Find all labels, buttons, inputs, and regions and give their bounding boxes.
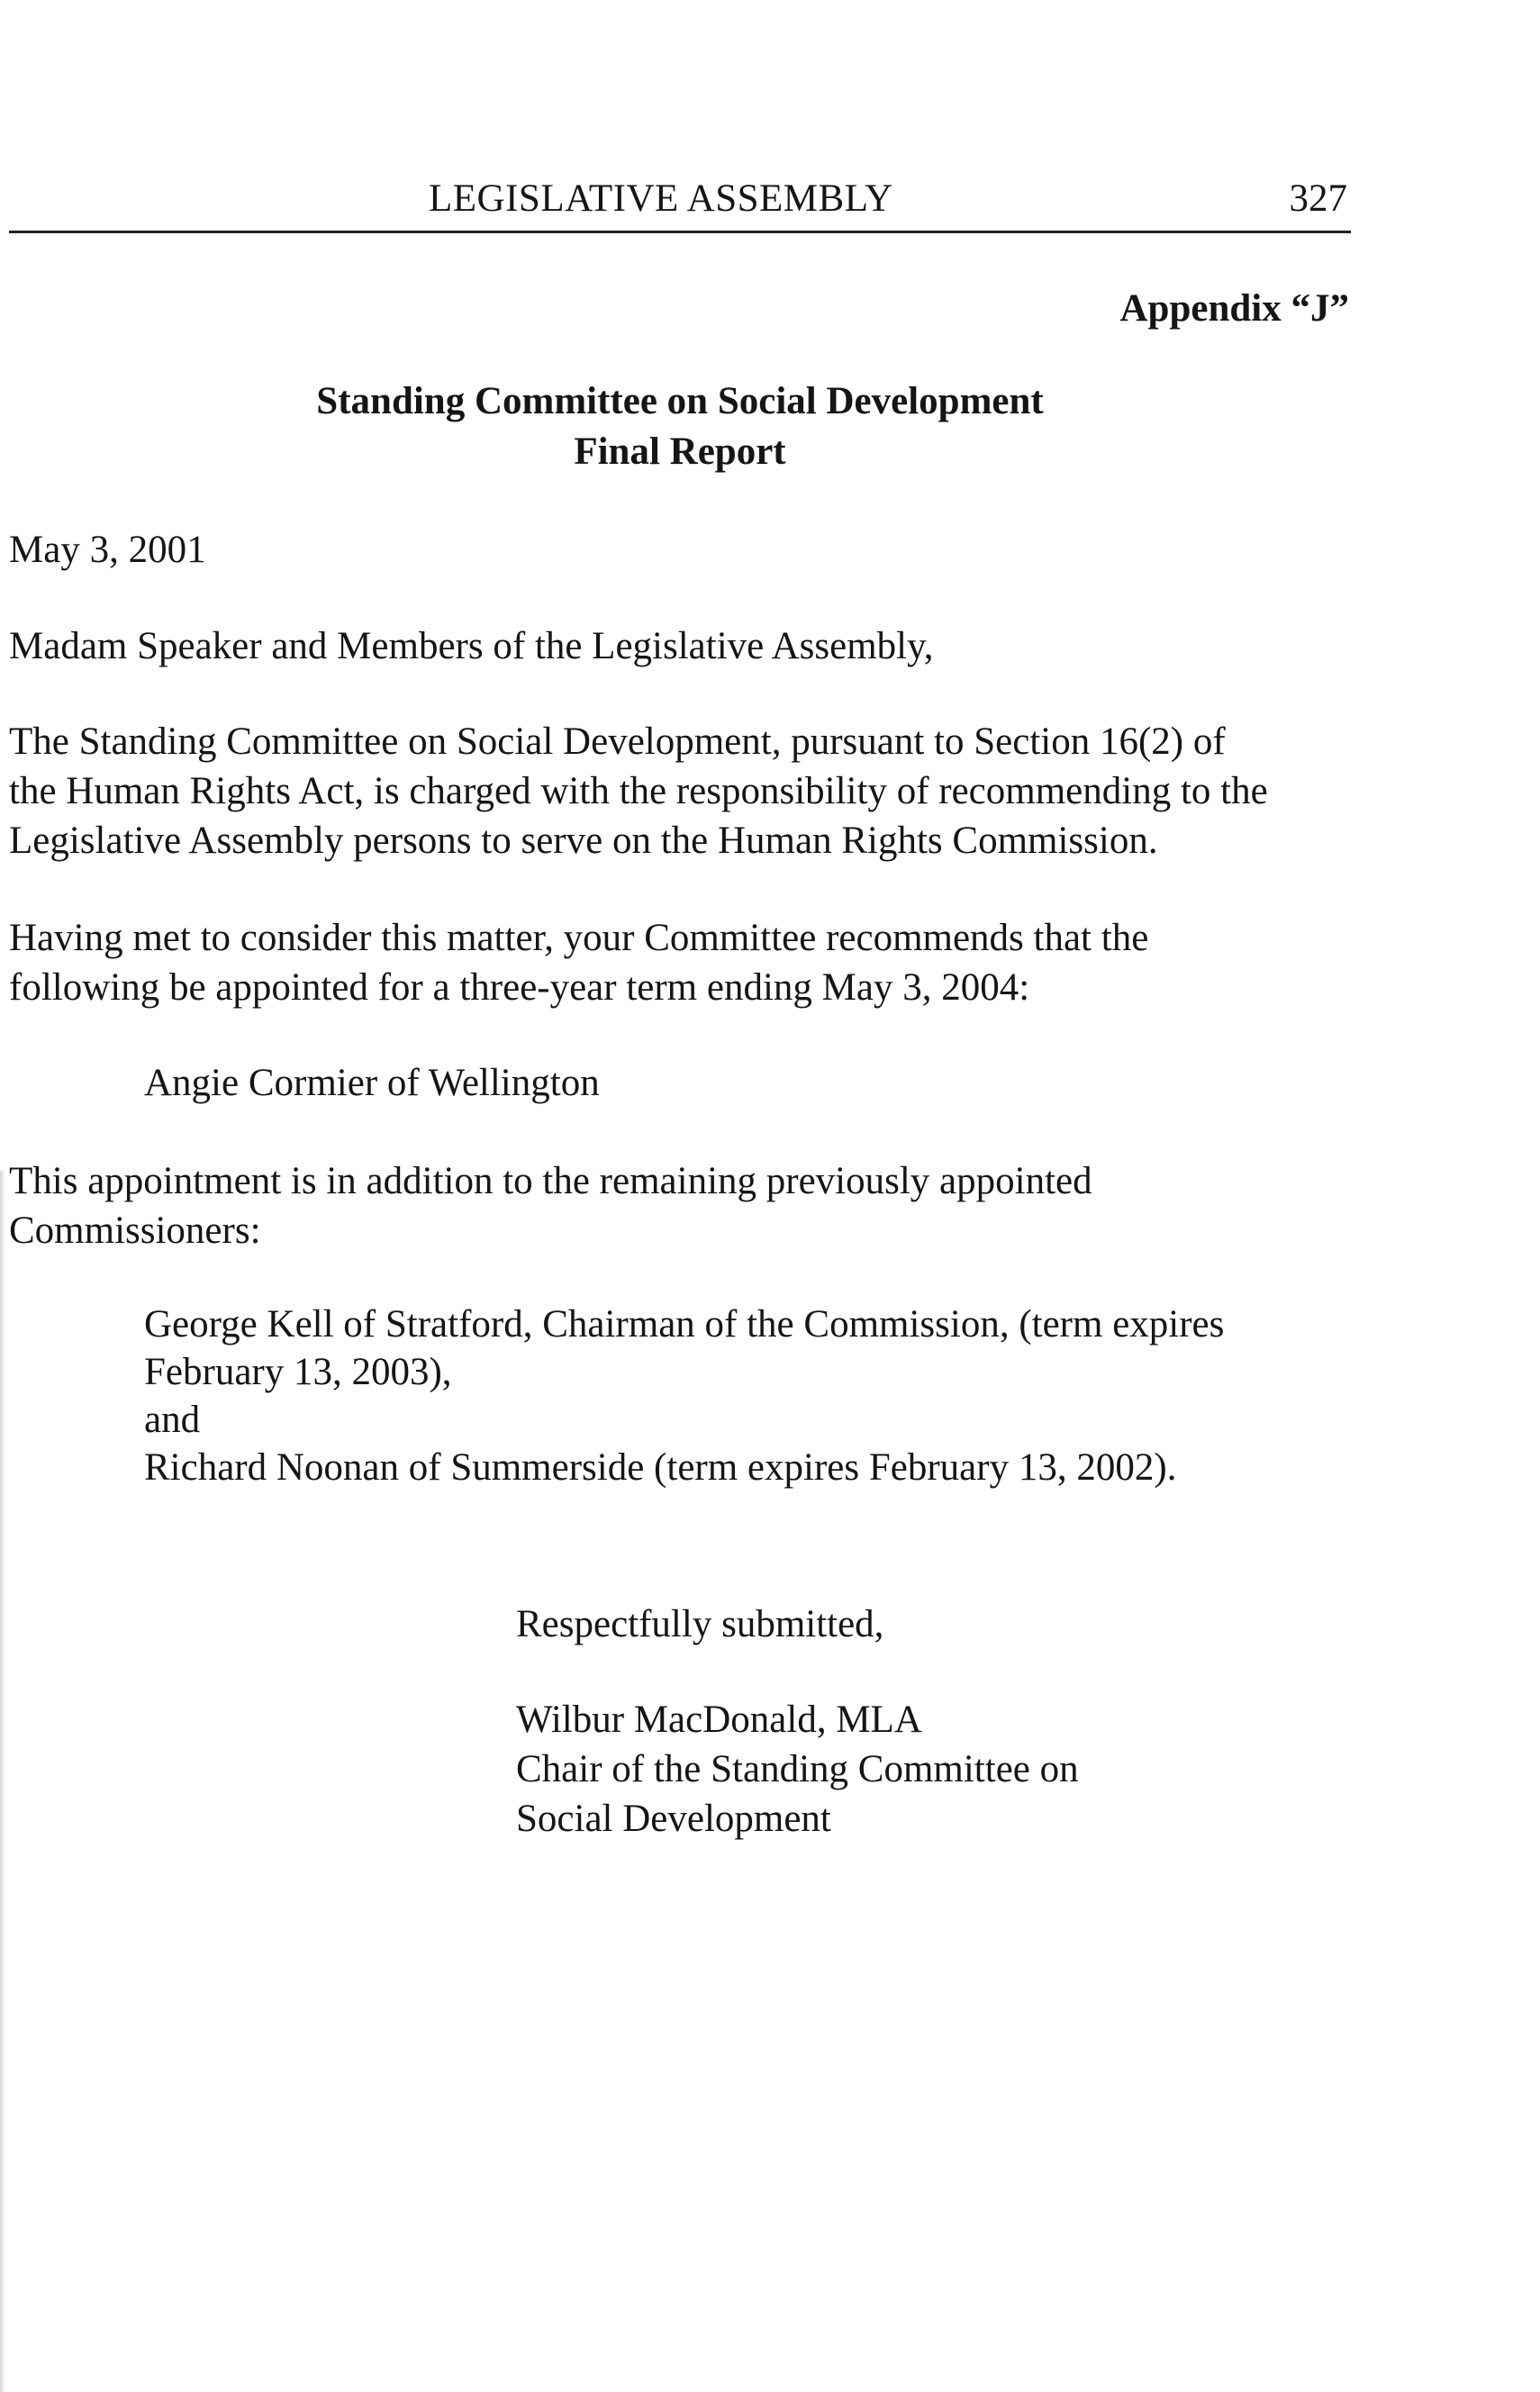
signatory-title: Chair of the Standing Committee on — [516, 1748, 1079, 1790]
scan-edge-shadow — [0, 1171, 5, 2392]
paragraph-recommendation — [9, 913, 1148, 1012]
commissioner-line: February 13, 2003), — [144, 1351, 452, 1393]
signatory-title: Social Development — [516, 1798, 831, 1840]
closing-line: Respectfully submitted, — [516, 1603, 884, 1645]
paragraph-line: the Human Rights Act, is charged with the responsibility of recommending to the — [9, 770, 1268, 812]
paragraph-line: Having met to consider this matter, your Committee recommends that the — [9, 917, 1149, 959]
paragraph-line: The Standing Committee on Social Development, pursuant to Section 16(2) of — [9, 720, 1226, 763]
paragraph-line: Legislative Assembly persons to serve on the Human Rights Commission. — [9, 820, 1158, 862]
commissioner-line: and — [144, 1399, 201, 1441]
report-title-line-2: Final Report — [574, 430, 786, 473]
commissioner-list — [144, 1300, 1224, 1491]
report-title-line-1: Standing Committee on Social Development — [316, 380, 1044, 422]
signatory-name: Wilbur MacDonald, MLA — [516, 1699, 922, 1741]
paragraph-mandate — [9, 717, 1268, 865]
report-date: May 3, 2001 — [9, 529, 206, 571]
commissioner-line: George Kell of Stratford, Chairman of the Commission, (term expires — [144, 1303, 1225, 1346]
paragraph-line: Commissioners: — [9, 1210, 261, 1252]
commissioner-line: Richard Noonan of Summerside (term expires February 13, 2002). — [144, 1446, 1177, 1489]
salutation: Madam Speaker and Members of the Legislative Assembly, — [9, 625, 934, 667]
paragraph-line: This appointment is in addition to the remaining previously appointed — [9, 1160, 1092, 1202]
appointee-name: Angie Cormier of Wellington — [144, 1062, 600, 1104]
report-title — [0, 376, 1360, 477]
header-title: LEGISLATIVE ASSEMBLY — [429, 177, 893, 220]
signature-block — [516, 1695, 1079, 1844]
appendix-label: Appendix “J” — [1119, 287, 1349, 330]
paragraph-line: following be appointed for a three-year term ending May 3, 2004: — [9, 966, 1030, 1009]
page-number: 327 — [1289, 177, 1347, 220]
page-header — [9, 177, 1351, 233]
paragraph-existing-commissioners — [9, 1156, 1092, 1255]
